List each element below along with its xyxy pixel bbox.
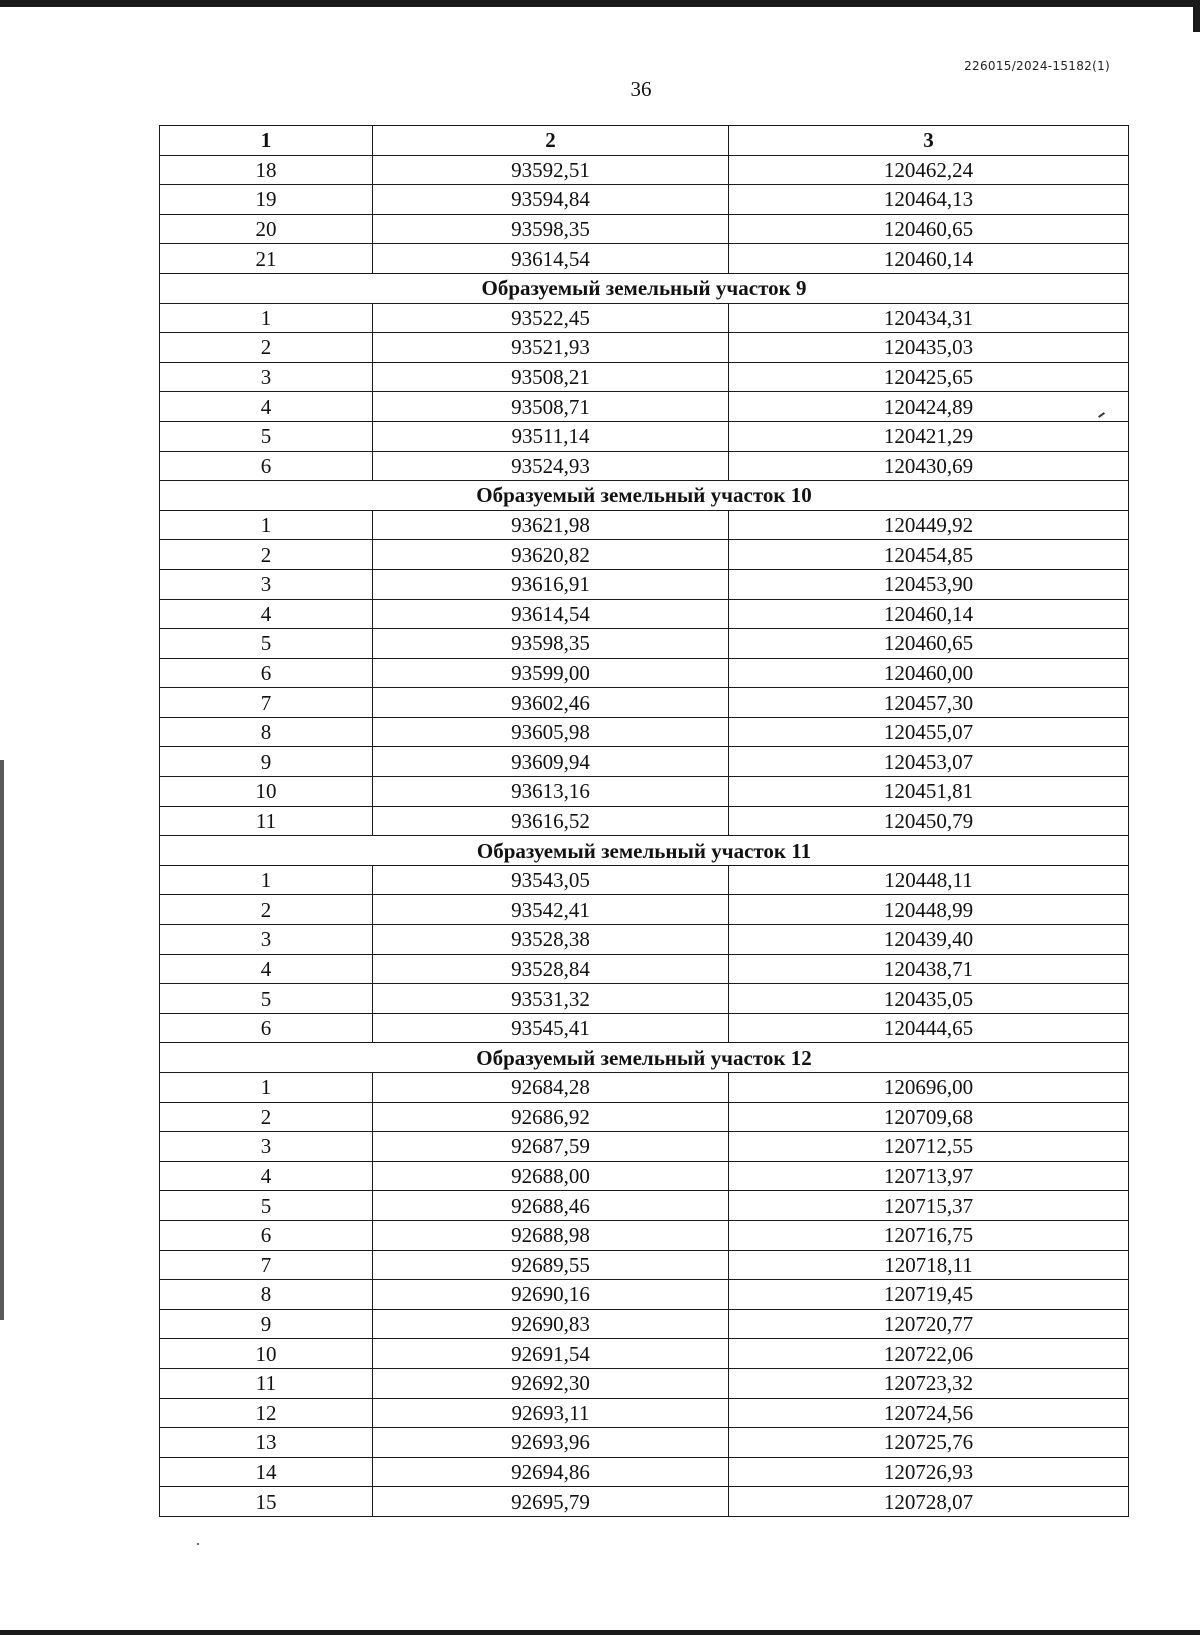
y-coordinate-cell: 120454,85 xyxy=(729,540,1129,570)
point-number-cell: 19 xyxy=(160,185,373,215)
table-body xyxy=(160,155,1129,1516)
table-row xyxy=(160,954,1129,984)
y-coordinate-cell: 120424,89 xyxy=(729,392,1129,422)
y-coordinate-cell: 120451,81 xyxy=(729,777,1129,807)
point-number-cell: 6 xyxy=(160,658,373,688)
x-coordinate-cell: 92695,79 xyxy=(373,1487,729,1517)
table-row xyxy=(160,214,1129,244)
table-row xyxy=(160,629,1129,659)
x-coordinate-cell: 93592,51 xyxy=(373,155,729,185)
x-coordinate-cell: 93543,05 xyxy=(373,865,729,895)
scan-edge-left xyxy=(0,760,4,1320)
table-row xyxy=(160,925,1129,955)
y-coordinate-cell: 120435,05 xyxy=(729,984,1129,1014)
point-number-cell: 14 xyxy=(160,1457,373,1487)
table-row xyxy=(160,244,1129,274)
point-number-cell: 11 xyxy=(160,1368,373,1398)
column-header-1: 1 xyxy=(160,126,373,156)
table-row xyxy=(160,1191,1129,1221)
table-row xyxy=(160,421,1129,451)
y-coordinate-cell: 120460,14 xyxy=(729,599,1129,629)
table-row xyxy=(160,1309,1129,1339)
table-row xyxy=(160,1368,1129,1398)
table-row xyxy=(160,1339,1129,1369)
page-number: 36 xyxy=(630,77,652,101)
y-coordinate-cell: 120464,13 xyxy=(729,185,1129,215)
y-coordinate-cell: 120457,30 xyxy=(729,688,1129,718)
point-number-cell: 3 xyxy=(160,569,373,599)
x-coordinate-cell: 93614,54 xyxy=(373,599,729,629)
x-coordinate-cell: 93508,71 xyxy=(373,392,729,422)
y-coordinate-cell: 120728,07 xyxy=(729,1487,1129,1517)
y-coordinate-cell: 120696,00 xyxy=(729,1073,1129,1103)
table-row xyxy=(160,717,1129,747)
x-coordinate-cell: 93598,35 xyxy=(373,214,729,244)
y-coordinate-cell: 120448,11 xyxy=(729,865,1129,895)
y-coordinate-cell: 120435,03 xyxy=(729,333,1129,363)
y-coordinate-cell: 120713,97 xyxy=(729,1161,1129,1191)
table-row xyxy=(160,333,1129,363)
x-coordinate-cell: 92684,28 xyxy=(373,1073,729,1103)
table-row xyxy=(160,451,1129,481)
y-coordinate-cell: 120720,77 xyxy=(729,1309,1129,1339)
y-coordinate-cell: 120726,93 xyxy=(729,1457,1129,1487)
x-coordinate-cell: 93528,38 xyxy=(373,925,729,955)
x-coordinate-cell: 93594,84 xyxy=(373,185,729,215)
x-coordinate-cell: 93524,93 xyxy=(373,451,729,481)
point-number-cell: 3 xyxy=(160,1132,373,1162)
point-number-cell: 5 xyxy=(160,629,373,659)
point-number-cell: 5 xyxy=(160,1191,373,1221)
table-row xyxy=(160,599,1129,629)
y-coordinate-cell: 120439,40 xyxy=(729,925,1129,955)
point-number-cell: 10 xyxy=(160,1339,373,1369)
point-number-cell: 4 xyxy=(160,599,373,629)
y-coordinate-cell: 120449,92 xyxy=(729,510,1129,540)
table-row xyxy=(160,658,1129,688)
point-number-cell: 10 xyxy=(160,777,373,807)
y-coordinate-cell: 120709,68 xyxy=(729,1102,1129,1132)
document-id: 226015/2024-15182(1) xyxy=(964,59,1110,73)
point-number-cell: 4 xyxy=(160,954,373,984)
point-number-cell: 7 xyxy=(160,688,373,718)
point-number-cell: 18 xyxy=(160,155,373,185)
point-number-cell: 3 xyxy=(160,362,373,392)
y-coordinate-cell: 120434,31 xyxy=(729,303,1129,333)
point-number-cell: 9 xyxy=(160,1309,373,1339)
section-title-row xyxy=(160,836,1129,866)
y-coordinate-cell: 120430,69 xyxy=(729,451,1129,481)
point-number-cell: 13 xyxy=(160,1428,373,1458)
x-coordinate-cell: 93528,84 xyxy=(373,954,729,984)
column-header-3: 3 xyxy=(729,126,1129,156)
point-number-cell: 1 xyxy=(160,303,373,333)
point-number-cell: 21 xyxy=(160,244,373,274)
y-coordinate-cell: 120712,55 xyxy=(729,1132,1129,1162)
y-coordinate-cell: 120460,14 xyxy=(729,244,1129,274)
point-number-cell: 3 xyxy=(160,925,373,955)
table-row xyxy=(160,569,1129,599)
y-coordinate-cell: 120718,11 xyxy=(729,1250,1129,1280)
table-row xyxy=(160,777,1129,807)
point-number-cell: 4 xyxy=(160,392,373,422)
point-number-cell: 1 xyxy=(160,865,373,895)
scan-speck xyxy=(197,1543,199,1545)
y-coordinate-cell: 120425,65 xyxy=(729,362,1129,392)
table-row xyxy=(160,510,1129,540)
y-coordinate-cell: 120722,06 xyxy=(729,1339,1129,1369)
table-row xyxy=(160,1220,1129,1250)
point-number-cell: 6 xyxy=(160,451,373,481)
section-title: Образуемый земельный участок 11 xyxy=(160,836,1129,866)
y-coordinate-cell: 120453,07 xyxy=(729,747,1129,777)
y-coordinate-cell: 120444,65 xyxy=(729,1013,1129,1043)
point-number-cell: 2 xyxy=(160,333,373,363)
x-coordinate-cell: 93602,46 xyxy=(373,688,729,718)
x-coordinate-cell: 93605,98 xyxy=(373,717,729,747)
x-coordinate-cell: 92693,96 xyxy=(373,1428,729,1458)
table-row xyxy=(160,865,1129,895)
y-coordinate-cell: 120715,37 xyxy=(729,1191,1129,1221)
x-coordinate-cell: 92689,55 xyxy=(373,1250,729,1280)
point-number-cell: 2 xyxy=(160,1102,373,1132)
y-coordinate-cell: 120450,79 xyxy=(729,806,1129,836)
point-number-cell: 1 xyxy=(160,510,373,540)
section-title: Образуемый земельный участок 10 xyxy=(160,481,1129,511)
x-coordinate-cell: 93620,82 xyxy=(373,540,729,570)
point-number-cell: 8 xyxy=(160,717,373,747)
table-row xyxy=(160,1487,1129,1517)
x-coordinate-cell: 93522,45 xyxy=(373,303,729,333)
table-row xyxy=(160,1280,1129,1310)
y-coordinate-cell: 120719,45 xyxy=(729,1280,1129,1310)
point-number-cell: 11 xyxy=(160,806,373,836)
y-coordinate-cell: 120725,76 xyxy=(729,1428,1129,1458)
y-coordinate-cell: 120455,07 xyxy=(729,717,1129,747)
y-coordinate-cell: 120716,75 xyxy=(729,1220,1129,1250)
x-coordinate-cell: 93616,52 xyxy=(373,806,729,836)
point-number-cell: 12 xyxy=(160,1398,373,1428)
point-number-cell: 7 xyxy=(160,1250,373,1280)
scan-edge-bottom xyxy=(0,1630,1200,1635)
point-number-cell: 6 xyxy=(160,1220,373,1250)
x-coordinate-cell: 92686,92 xyxy=(373,1102,729,1132)
table-row xyxy=(160,392,1129,422)
section-title: Образуемый земельный участок 9 xyxy=(160,273,1129,303)
section-title: Образуемый земельный участок 12 xyxy=(160,1043,1129,1073)
section-title-row xyxy=(160,273,1129,303)
point-number-cell: 2 xyxy=(160,540,373,570)
x-coordinate-cell: 92688,00 xyxy=(373,1161,729,1191)
y-coordinate-cell: 120448,99 xyxy=(729,895,1129,925)
point-number-cell: 9 xyxy=(160,747,373,777)
y-coordinate-cell: 120724,56 xyxy=(729,1398,1129,1428)
y-coordinate-cell: 120462,24 xyxy=(729,155,1129,185)
x-coordinate-cell: 93542,41 xyxy=(373,895,729,925)
table-row xyxy=(160,1013,1129,1043)
x-coordinate-cell: 92688,98 xyxy=(373,1220,729,1250)
x-coordinate-cell: 93616,91 xyxy=(373,569,729,599)
column-header-2: 2 xyxy=(373,126,729,156)
x-coordinate-cell: 93599,00 xyxy=(373,658,729,688)
y-coordinate-cell: 120453,90 xyxy=(729,569,1129,599)
x-coordinate-cell: 92687,59 xyxy=(373,1132,729,1162)
table-row xyxy=(160,185,1129,215)
x-coordinate-cell: 92694,86 xyxy=(373,1457,729,1487)
table-row xyxy=(160,1428,1129,1458)
x-coordinate-cell: 92693,11 xyxy=(373,1398,729,1428)
point-number-cell: 15 xyxy=(160,1487,373,1517)
point-number-cell: 2 xyxy=(160,895,373,925)
point-number-cell: 1 xyxy=(160,1073,373,1103)
table-row xyxy=(160,362,1129,392)
table-row xyxy=(160,1398,1129,1428)
x-coordinate-cell: 92692,30 xyxy=(373,1368,729,1398)
point-number-cell: 4 xyxy=(160,1161,373,1191)
table-row xyxy=(160,984,1129,1014)
x-coordinate-cell: 92690,83 xyxy=(373,1309,729,1339)
x-coordinate-cell: 93613,16 xyxy=(373,777,729,807)
y-coordinate-cell: 120460,65 xyxy=(729,629,1129,659)
y-coordinate-cell: 120438,71 xyxy=(729,954,1129,984)
scan-edge-top xyxy=(0,0,1200,7)
y-coordinate-cell: 120421,29 xyxy=(729,421,1129,451)
x-coordinate-cell: 93614,54 xyxy=(373,244,729,274)
table-row xyxy=(160,1102,1129,1132)
point-number-cell: 5 xyxy=(160,984,373,1014)
point-number-cell: 8 xyxy=(160,1280,373,1310)
table-row xyxy=(160,1250,1129,1280)
x-coordinate-cell: 93511,14 xyxy=(373,421,729,451)
table-row xyxy=(160,540,1129,570)
table-row xyxy=(160,747,1129,777)
x-coordinate-cell: 93609,94 xyxy=(373,747,729,777)
section-title-row xyxy=(160,1043,1129,1073)
table-row xyxy=(160,1457,1129,1487)
x-coordinate-cell: 93621,98 xyxy=(373,510,729,540)
table-row xyxy=(160,1132,1129,1162)
point-number-cell: 20 xyxy=(160,214,373,244)
y-coordinate-cell: 120460,00 xyxy=(729,658,1129,688)
x-coordinate-cell: 93508,21 xyxy=(373,362,729,392)
y-coordinate-cell: 120723,32 xyxy=(729,1368,1129,1398)
x-coordinate-cell: 92690,16 xyxy=(373,1280,729,1310)
section-title-row xyxy=(160,481,1129,511)
table-row xyxy=(160,303,1129,333)
table-row xyxy=(160,806,1129,836)
table-header-row xyxy=(160,126,1129,156)
table-row xyxy=(160,155,1129,185)
table-row xyxy=(160,688,1129,718)
y-coordinate-cell: 120460,65 xyxy=(729,214,1129,244)
table-row xyxy=(160,1161,1129,1191)
x-coordinate-cell: 93545,41 xyxy=(373,1013,729,1043)
table-row xyxy=(160,1073,1129,1103)
x-coordinate-cell: 92688,46 xyxy=(373,1191,729,1221)
x-coordinate-cell: 93521,93 xyxy=(373,333,729,363)
x-coordinate-cell: 93531,32 xyxy=(373,984,729,1014)
scan-edge-corner xyxy=(1193,0,1200,32)
x-coordinate-cell: 93598,35 xyxy=(373,629,729,659)
coordinates-table xyxy=(159,125,1129,1517)
x-coordinate-cell: 92691,54 xyxy=(373,1339,729,1369)
point-number-cell: 6 xyxy=(160,1013,373,1043)
table-row xyxy=(160,895,1129,925)
point-number-cell: 5 xyxy=(160,421,373,451)
